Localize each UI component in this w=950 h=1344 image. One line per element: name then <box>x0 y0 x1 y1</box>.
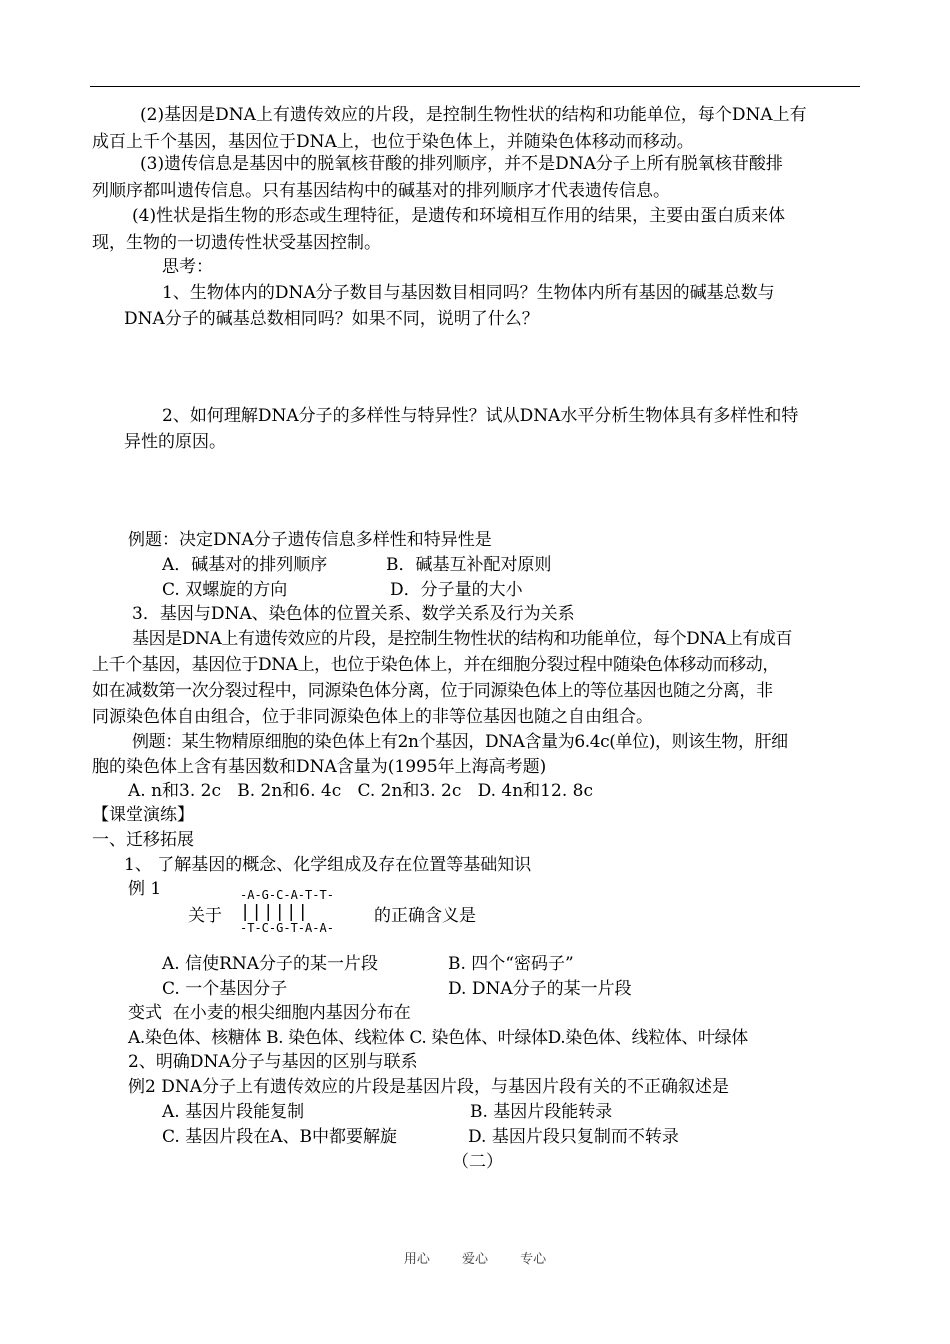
thinking-q1-line-2: DNA分子的碱基总数相同吗？如果不同，说明了什么？ <box>124 309 539 329</box>
paragraph-4-line-2: 现，生物的一切遗传性状受基因控制。 <box>92 233 381 253</box>
example-1-label: 例 1 <box>128 879 162 899</box>
section-3-line-3: 如在减数第一次分裂过程中，同源染色体分离，位于同源染色体上的等位基因也随之分离，非 <box>92 681 773 701</box>
section-3-line-1: 基因是DNA上有遗传效应的片段，是控制生物性状的结构和功能单位，每个DNA上有成百 <box>132 629 793 649</box>
example-1-meaning: 的正确含义是 <box>374 906 476 926</box>
section-3-line-4: 同源染色体自由组合，位于非同源染色体上的非等位基因也随之自由组合。 <box>92 707 653 727</box>
classroom-part-1: 一、迁移拓展 <box>92 830 194 850</box>
thinking-q1-line-1: 1、生物体内的DNA分子数目与基因数目相同吗？生物体内所有基因的碱基总数与 <box>162 283 775 303</box>
thinking-label: 思考： <box>162 257 213 277</box>
variant-options: A.染色体、核糖体 B. 染色体、线粒体 C. 染色体、叶绿体D.染色体、线粒体、叶绿体 <box>128 1028 748 1048</box>
paragraph-3-line-2: 列顺序都叫遗传信息。只有基因结构中的碱基对的排列顺序才代表遗传信息。 <box>92 181 670 201</box>
example-1-option-b: B. 四个“密码子” <box>448 954 574 974</box>
example-1-about: 关于 <box>188 906 222 926</box>
dna-strand-diagram <box>240 888 360 936</box>
classroom-item-2: 2、明确DNA分子与基因的区别与联系 <box>128 1052 418 1072</box>
dna-top-strand: -A-G-C-A-T-T- <box>240 888 334 902</box>
thinking-q2-line-1: 2、如何理解DNA分子的多样性与特异性？试从DNA水平分析生物体具有多样性和特 <box>162 406 799 426</box>
variant-stem: 变式 在小麦的根尖细胞内基因分布在 <box>128 1003 411 1023</box>
classroom-heading: 【课堂演练】 <box>92 805 194 825</box>
example-1-option-d: D. DNA分子的某一片段 <box>448 979 632 999</box>
thinking-q2-line-2: 异性的原因。 <box>124 432 226 452</box>
example-a-option-b: B．碱基互补配对原则 <box>386 555 552 575</box>
section-3-line-2: 上千个基因，基因位于DNA上，也位于染色体上，并在细胞分裂过程中随染色体移动而移动， <box>92 655 779 675</box>
top-rule <box>90 86 860 87</box>
example-a-stem: 例题：决定DNA分子遗传信息多样性和特异性是 <box>128 530 492 550</box>
paragraph-2-line-2: 成百上千个基因，基因位于DNA上，也位于染色体上，并随染色体移动而移动。 <box>92 132 694 152</box>
part-2-marker: （二） <box>452 1152 503 1172</box>
example-2-option-a: A. 基因片段能复制 <box>162 1102 305 1122</box>
example-2-option-c: C. 基因片段在A、B中都要解旋 <box>162 1127 397 1147</box>
example-b-options: A. n和3. 2c B. 2n和6. 4c C. 2n和3. 2c D. 4n和12. 8c <box>128 781 593 801</box>
paragraph-2-line-1: (2)基因是DNA上有遗传效应的片段，是控制生物性状的结构和功能单位，每个DNA上有 <box>140 105 807 125</box>
example-2-stem: 例2 DNA分子上有遗传效应的片段是基因片段，与基因片段有关的不正确叙述是 <box>128 1077 729 1097</box>
example-b-stem-line-1: 例题：某生物精原细胞的染色体上有2n个基因，DNA含量为6.4c(单位)，则该生物，肝细 <box>132 732 788 752</box>
footer-word-3: 专心 <box>520 1252 547 1267</box>
footer-word-1: 用心 <box>403 1252 430 1267</box>
dna-bottom-strand: -T-C-G-T-A-A- <box>240 921 334 935</box>
paragraph-4-line-1: (4)性状是指生物的形态或生理特征，是遗传和环境相互作用的结果，主要由蛋白质来体 <box>132 206 786 226</box>
example-1-option-c: C. 一个基因分子 <box>162 979 288 999</box>
example-2-option-b: B. 基因片段能转录 <box>470 1102 613 1122</box>
paragraph-3-line-1: (3)遗传信息是基因中的脱氧核苷酸的排列顺序，并不是DNA分子上所有脱氧核苷酸排 <box>140 154 783 174</box>
dna-base-pair-bonds: |||||| <box>240 902 310 922</box>
example-a-option-c: C. 双螺旋的方向 <box>162 580 288 600</box>
example-b-stem-line-2: 胞的染色体上含有基因数和DNA含量为(1995年上海高考题) <box>92 757 547 777</box>
section-3-title: 3．基因与DNA、染色体的位置关系、数学关系及行为关系 <box>132 604 575 624</box>
classroom-item-1: 1、 了解基因的概念、化学组成及存在位置等基础知识 <box>124 855 532 875</box>
example-a-option-a: A．碱基对的排列顺序 <box>162 555 328 575</box>
example-a-option-d: D．分子量的大小 <box>390 580 523 600</box>
footer-word-2: 爱心 <box>461 1252 488 1267</box>
page-footer <box>0 1248 950 1267</box>
example-2-option-d: D. 基因片段只复制而不转录 <box>468 1127 679 1147</box>
example-1-option-a: A. 信使RNA分子的某一片段 <box>162 954 379 974</box>
